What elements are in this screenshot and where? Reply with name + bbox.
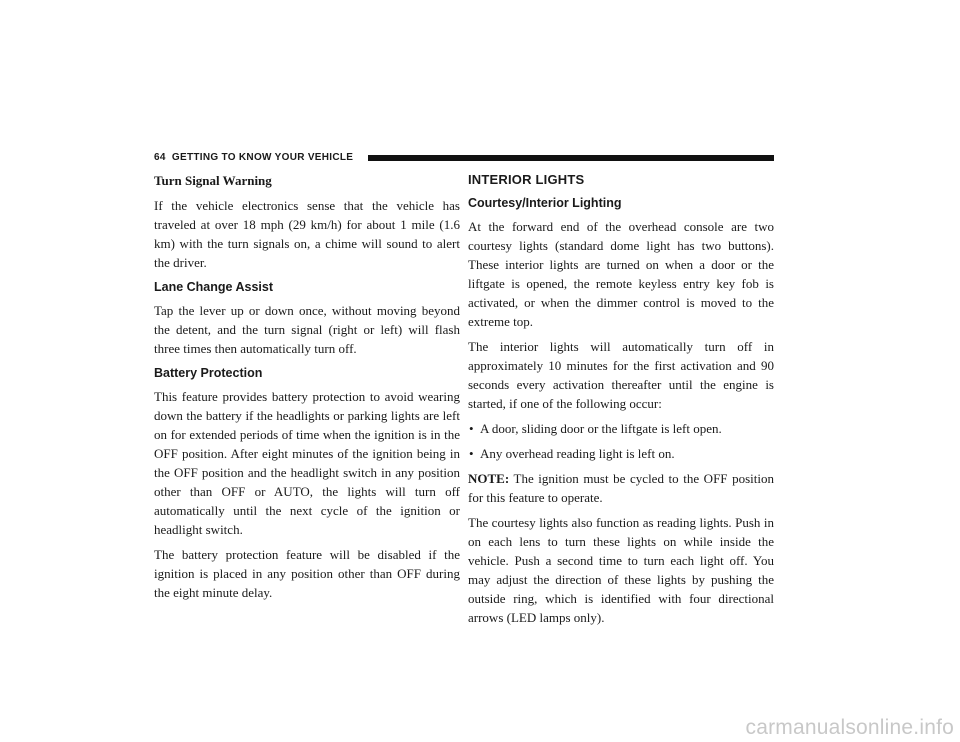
- courtesy-text-3: The courtesy lights also function as reading lights. Push in on each lens to turn these lights on while inside the vehicle. Push a second time to turn each light off. You may adjust the direction of these lights by pushing the outside ring, which is identified with four directional arrows (LED lamps only).: [468, 515, 774, 625]
- battery-protection-text-2: The battery protection feature will be disabled if the ignition is placed in any position other than OFF during the eight minute delay.: [154, 547, 460, 600]
- watermark: carmanualsonline.info: [745, 716, 954, 739]
- header-rule: [368, 155, 774, 161]
- turn-signal-warning-text: If the vehicle electronics sense that the vehicle has traveled at over 18 mph (29 km/h) for about 1 mile (1.6 km) with the turn signals on, a chime will sound to alert the driver.: [154, 198, 460, 270]
- list-item: [468, 444, 774, 463]
- lane-change-heading: Lane Change Assist: [154, 280, 274, 294]
- list-item-text: A door, sliding door or the liftgate is left open.: [480, 421, 722, 436]
- turn-signal-warning-heading: Turn Signal Warning: [154, 173, 272, 188]
- interior-lights-heading: INTERIOR LIGHTS: [468, 172, 585, 187]
- condition-list: [468, 419, 774, 463]
- battery-protection-heading: Battery Protection: [154, 366, 263, 380]
- header-text: [154, 152, 353, 163]
- courtesy-text-2: The interior lights will automatically turn off in approximately 10 minutes for the first activation and 90 seconds every activation thereafter until the engine is started, if one of the following occur:: [468, 339, 774, 411]
- lane-change-text: Tap the lever up or down once, without moving beyond the detent, and the turn signal (right or left) will flash three times then automatically turn off.: [154, 303, 460, 356]
- battery-protection-text-1: This feature provides battery protection to avoid wearing down the battery if the headlights or parking lights are left on for extended periods of time when the ignition is in the OFF position. After eight minutes of the ignition being in the OFF position and the headlight switch in any position other than OFF or AUTO, the lights will turn off automatically until the next cycle of the ignition or headlight switch.: [154, 389, 460, 537]
- bullet-icon: •: [469, 446, 474, 461]
- section-title: GETTING TO KNOW YOUR VEHICLE: [171, 152, 354, 163]
- page-header: [154, 150, 774, 170]
- list-item-text: Any overhead reading light is left on.: [480, 446, 675, 461]
- courtesy-lighting-heading: Courtesy/Interior Lighting: [468, 196, 622, 210]
- note: [468, 469, 774, 507]
- left-column: [154, 171, 460, 608]
- note-text: The ignition must be cycled to the OFF position for this feature to operate.: [468, 471, 774, 505]
- bullet-icon: •: [469, 421, 474, 436]
- page-number: 64: [154, 152, 166, 163]
- note-label: NOTE:: [468, 471, 510, 486]
- right-column: [468, 171, 774, 633]
- courtesy-text-1: At the forward end of the overhead console are two courtesy lights (standard dome light has two buttons). These interior lights are turned on when a door or the liftgate is opened, the remote keyless entry key fob is activated, or when the dimmer control is moved to the extreme top.: [468, 219, 774, 329]
- list-item: [468, 419, 774, 438]
